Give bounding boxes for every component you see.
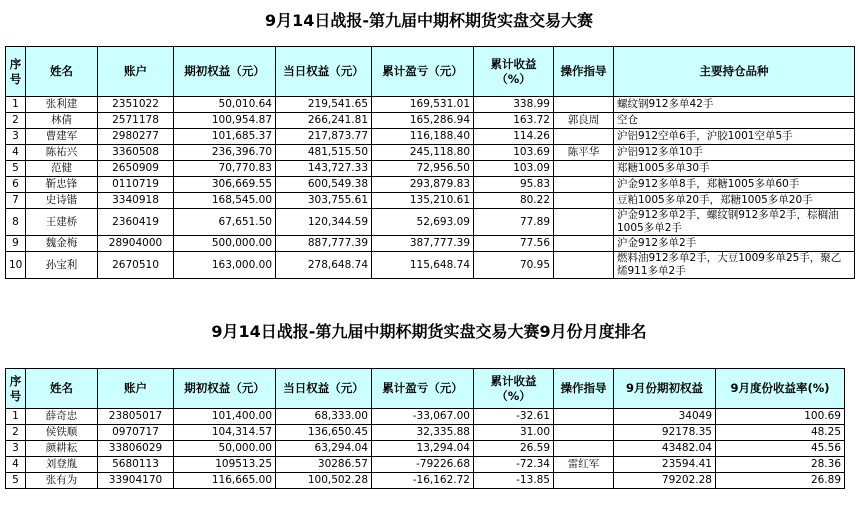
cell-name: 王建桥	[26, 209, 98, 236]
cell-name: 张利建	[26, 97, 98, 113]
cell-current: 100,502.28	[276, 473, 372, 489]
cell-current: 120,344.59	[276, 209, 372, 236]
cell-pnl: 116,188.40	[372, 129, 474, 145]
cell-return: 80.22	[474, 193, 554, 209]
cell-initial: 50,000.00	[174, 441, 276, 457]
cell-account: 2571178	[98, 113, 174, 129]
cell-account: 0970717	[98, 425, 174, 441]
cell-return: 77.89	[474, 209, 554, 236]
cell-pnl: 13,294.04	[372, 441, 474, 457]
cell-name: 曹建军	[26, 129, 98, 145]
header-name: 姓名	[26, 47, 98, 97]
header-initial: 期初权益（元）	[174, 47, 276, 97]
cell-pnl: -79226.68	[372, 457, 474, 473]
cell-sep-initial: 43482.04	[614, 441, 716, 457]
cell-sep-return: 28.36	[716, 457, 845, 473]
header-return: 累计收益（%）	[474, 369, 554, 409]
table-row	[6, 209, 855, 236]
cell-return: 77.56	[474, 236, 554, 252]
table-row	[6, 441, 845, 457]
table-row	[6, 161, 855, 177]
table-header-row	[6, 369, 845, 409]
cell-current: 303,755.61	[276, 193, 372, 209]
cell-guide	[554, 252, 614, 279]
header-initial: 期初权益（元）	[174, 369, 276, 409]
cell-holdings: 沪金912多单8手，郑糖1005多单60手	[614, 177, 855, 193]
cell-no: 2	[6, 113, 26, 129]
cell-guide	[554, 161, 614, 177]
cell-sep-initial: 79202.28	[614, 473, 716, 489]
contest-ranking-table	[5, 46, 855, 279]
cell-pnl: -16,162.72	[372, 473, 474, 489]
cell-sep-return: 48.25	[716, 425, 845, 441]
cell-holdings: 燃料油912多单2手，大豆1009多单25手，聚乙烯911多单2手	[614, 252, 855, 279]
cell-pnl: 169,531.01	[372, 97, 474, 113]
header-pnl: 累计盈亏（元）	[372, 47, 474, 97]
cell-pnl: 115,648.74	[372, 252, 474, 279]
cell-name: 史诗锴	[26, 193, 98, 209]
cell-guide	[554, 209, 614, 236]
header-no: 序号	[6, 47, 26, 97]
cell-no: 8	[6, 209, 26, 236]
table-row	[6, 177, 855, 193]
cell-guide: 雷红军	[554, 457, 614, 473]
page-title: 9月14日战报-第九届中期杯期货实盘交易大赛	[264, 11, 594, 30]
cell-return: -32.61	[474, 409, 554, 425]
table-row	[6, 193, 855, 209]
cell-sep-initial: 34049	[614, 409, 716, 425]
table-row	[6, 129, 855, 145]
cell-pnl: 245,118.80	[372, 145, 474, 161]
cell-guide	[554, 97, 614, 113]
cell-guide	[554, 177, 614, 193]
cell-guide	[554, 129, 614, 145]
cell-initial: 101,400.00	[174, 409, 276, 425]
cell-return: 338.99	[474, 97, 554, 113]
cell-return: 31.00	[474, 425, 554, 441]
cell-name: 刘登胤	[26, 457, 98, 473]
cell-account: 2650909	[98, 161, 174, 177]
section-title: 9月14日战报-第九届中期杯期货实盘交易大赛9月份月度排名	[211, 322, 647, 341]
header-name: 姓名	[26, 369, 98, 409]
cell-initial: 116,665.00	[174, 473, 276, 489]
cell-account: 3340918	[98, 193, 174, 209]
header-current: 当日权益（元）	[276, 369, 372, 409]
cell-name: 陈祐兴	[26, 145, 98, 161]
cell-initial: 101,685.37	[174, 129, 276, 145]
cell-pnl: 165,286.94	[372, 113, 474, 129]
cell-return: 114.26	[474, 129, 554, 145]
cell-no: 5	[6, 161, 26, 177]
cell-pnl: 52,693.09	[372, 209, 474, 236]
cell-account: 28904000	[98, 236, 174, 252]
cell-holdings: 郑糖1005多单30手	[614, 161, 855, 177]
cell-guide	[554, 236, 614, 252]
header-pnl: 累计盈亏（元）	[372, 369, 474, 409]
cell-holdings: 螺纹钢912多单42手	[614, 97, 855, 113]
cell-holdings: 豆粕1005多单20手，郑糖1005多单20手	[614, 193, 855, 209]
cell-holdings: 沪铝912空单6手，沪胶1001空单5手	[614, 129, 855, 145]
cell-name: 范健	[26, 161, 98, 177]
cell-return: -13.85	[474, 473, 554, 489]
cell-account: 33904170	[98, 473, 174, 489]
cell-holdings: 沪铝912多单10手	[614, 145, 855, 161]
cell-guide	[554, 409, 614, 425]
cell-initial: 67,651.50	[174, 209, 276, 236]
header-current: 当日权益（元）	[276, 47, 372, 97]
cell-initial: 70,770.83	[174, 161, 276, 177]
cell-holdings: 沪金912多单2手	[614, 236, 855, 252]
cell-no: 3	[6, 441, 26, 457]
cell-guide: 郭良周	[554, 113, 614, 129]
cell-initial: 500,000.00	[174, 236, 276, 252]
cell-return: 103.09	[474, 161, 554, 177]
cell-name: 靳忠锋	[26, 177, 98, 193]
cell-pnl: 72,956.50	[372, 161, 474, 177]
cell-guide	[554, 193, 614, 209]
cell-no: 4	[6, 145, 26, 161]
cell-current: 30286.57	[276, 457, 372, 473]
cell-return: 103.69	[474, 145, 554, 161]
cell-account: 3360508	[98, 145, 174, 161]
table-row	[6, 473, 845, 489]
cell-guide	[554, 441, 614, 457]
cell-return: -72.34	[474, 457, 554, 473]
table-row	[6, 145, 855, 161]
cell-initial: 50,010.64	[174, 97, 276, 113]
cell-guide	[554, 425, 614, 441]
cell-name: 魏金梅	[26, 236, 98, 252]
cell-no: 7	[6, 193, 26, 209]
cell-return: 26.59	[474, 441, 554, 457]
cell-account: 2360419	[98, 209, 174, 236]
cell-guide	[554, 473, 614, 489]
cell-initial: 100,954.87	[174, 113, 276, 129]
cell-no: 5	[6, 473, 26, 489]
table-header-row	[6, 47, 855, 97]
cell-pnl: 293,879.83	[372, 177, 474, 193]
header-no: 序号	[6, 369, 26, 409]
cell-current: 219,541.65	[276, 97, 372, 113]
table-row	[6, 409, 845, 425]
cell-current: 266,241.81	[276, 113, 372, 129]
cell-initial: 104,314.57	[174, 425, 276, 441]
table-row	[6, 457, 845, 473]
cell-no: 1	[6, 409, 26, 425]
cell-sep-initial: 23594.41	[614, 457, 716, 473]
cell-sep-return: 45.56	[716, 441, 845, 457]
cell-no: 1	[6, 97, 26, 113]
header-holdings: 主要持仓品种	[614, 47, 855, 97]
header-sep-initial: 9月份期初权益	[614, 369, 716, 409]
cell-initial: 109513.25	[174, 457, 276, 473]
cell-current: 278,648.74	[276, 252, 372, 279]
cell-no: 10	[6, 252, 26, 279]
cell-current: 217,873.77	[276, 129, 372, 145]
cell-account: 2980277	[98, 129, 174, 145]
cell-account: 2351022	[98, 97, 174, 113]
header-sep-return: 9月度份收益率(%)	[716, 369, 845, 409]
cell-sep-return: 26.89	[716, 473, 845, 489]
cell-initial: 168,545.00	[174, 193, 276, 209]
cell-account: 23805017	[98, 409, 174, 425]
cell-pnl: 135,210.61	[372, 193, 474, 209]
cell-current: 136,650.45	[276, 425, 372, 441]
cell-holdings: 空仓	[614, 113, 855, 129]
cell-name: 薛奇忠	[26, 409, 98, 425]
cell-current: 143,727.33	[276, 161, 372, 177]
header-guide: 操作指导	[554, 47, 614, 97]
cell-account: 0110719	[98, 177, 174, 193]
cell-no: 4	[6, 457, 26, 473]
cell-name: 颜耕耘	[26, 441, 98, 457]
cell-name: 侯铁顺	[26, 425, 98, 441]
cell-sep-initial: 92178.35	[614, 425, 716, 441]
table-row	[6, 425, 845, 441]
cell-initial: 236,396.70	[174, 145, 276, 161]
cell-return: 95.83	[474, 177, 554, 193]
cell-current: 481,515.50	[276, 145, 372, 161]
cell-pnl: 32,335.88	[372, 425, 474, 441]
cell-name: 林倩	[26, 113, 98, 129]
cell-current: 68,333.00	[276, 409, 372, 425]
cell-name: 张有为	[26, 473, 98, 489]
cell-no: 2	[6, 425, 26, 441]
header-account: 账户	[98, 369, 174, 409]
table-row	[6, 97, 855, 113]
header-account: 账户	[98, 47, 174, 97]
cell-sep-return: 100.69	[716, 409, 845, 425]
header-guide: 操作指导	[554, 369, 614, 409]
cell-current: 600,549.38	[276, 177, 372, 193]
cell-initial: 306,669.55	[174, 177, 276, 193]
cell-no: 6	[6, 177, 26, 193]
cell-guide: 陈平华	[554, 145, 614, 161]
cell-no: 3	[6, 129, 26, 145]
table-row	[6, 113, 855, 129]
cell-account: 2670510	[98, 252, 174, 279]
table-row	[6, 252, 855, 279]
cell-initial: 163,000.00	[174, 252, 276, 279]
header-return: 累计收益（%）	[474, 47, 554, 97]
cell-return: 70.95	[474, 252, 554, 279]
cell-no: 9	[6, 236, 26, 252]
cell-account: 5680113	[98, 457, 174, 473]
cell-pnl: -33,067.00	[372, 409, 474, 425]
table-row	[6, 236, 855, 252]
monthly-ranking-table	[5, 368, 845, 489]
cell-name: 孙宝利	[26, 252, 98, 279]
cell-account: 33806029	[98, 441, 174, 457]
cell-pnl: 387,777.39	[372, 236, 474, 252]
cell-holdings: 沪金912多单2手，螺纹钢912多单2手，棕榈油1005多单2手	[614, 209, 855, 236]
cell-return: 163.72	[474, 113, 554, 129]
cell-current: 63,294.04	[276, 441, 372, 457]
cell-current: 887,777.39	[276, 236, 372, 252]
